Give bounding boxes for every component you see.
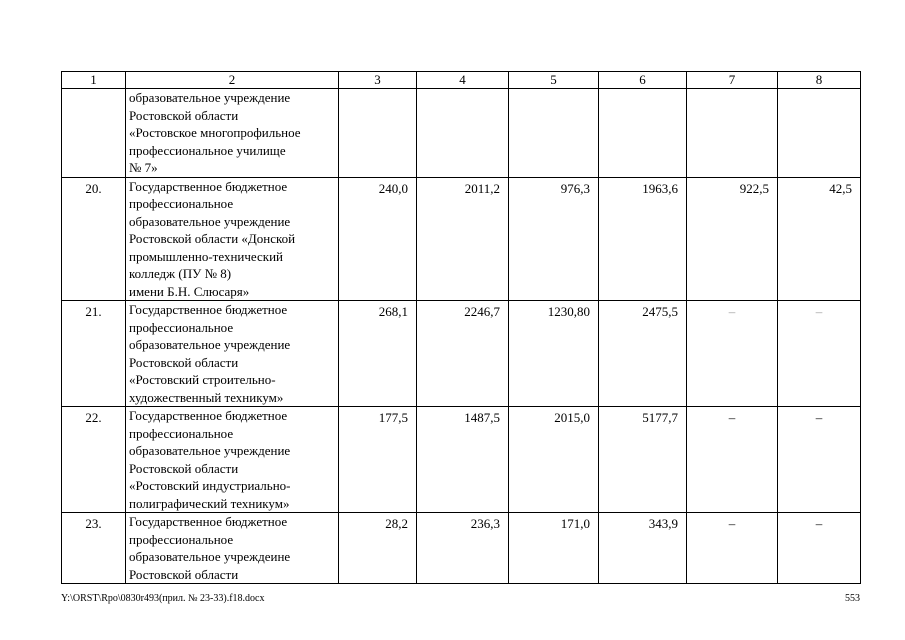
value-cell: 922,5 <box>687 177 778 301</box>
value-cell <box>599 89 687 178</box>
value-cell <box>417 89 509 178</box>
column-header: 2 <box>126 72 339 89</box>
institution-name: образовательное учреждение Ростовской области «Ростовское многопрофильное профессиональное училище № 7» <box>126 89 339 178</box>
value-cell: 2015,0 <box>509 407 599 513</box>
row-number <box>62 89 126 178</box>
value-cell: – <box>687 513 778 584</box>
row-number: 20. <box>62 177 126 301</box>
value-cell: 28,2 <box>339 513 417 584</box>
institution-name: Государственное бюджетное профессиональное образовательное учреждеине Ростовской области <box>126 513 339 584</box>
value-cell: 1230,80 <box>509 301 599 407</box>
value-cell: – <box>687 301 778 407</box>
column-header: 1 <box>62 72 126 89</box>
table-row <box>62 407 861 513</box>
value-cell: 42,5 <box>778 177 861 301</box>
value-cell: – <box>778 301 861 407</box>
institution-name: Государственное бюджетное профессиональное образовательное учреждение Ростовской области «Донской промышленно-технический колледж (ПУ № 8) имени Б.Н. Слюсаря» <box>126 177 339 301</box>
value-cell: 2011,2 <box>417 177 509 301</box>
column-header: 8 <box>778 72 861 89</box>
table-row <box>62 177 861 301</box>
value-cell: 343,9 <box>599 513 687 584</box>
column-header: 3 <box>339 72 417 89</box>
page-number: 553 <box>845 593 860 604</box>
column-header: 4 <box>417 72 509 89</box>
value-cell: 236,3 <box>417 513 509 584</box>
value-cell: 177,5 <box>339 407 417 513</box>
value-cell: 976,3 <box>509 177 599 301</box>
table-row <box>62 513 861 584</box>
data-table <box>61 71 861 584</box>
value-cell: 171,0 <box>509 513 599 584</box>
value-cell: 2246,7 <box>417 301 509 407</box>
table-row <box>62 89 861 178</box>
row-number: 23. <box>62 513 126 584</box>
row-number: 22. <box>62 407 126 513</box>
file-path-footer: Y:\ORST\Rpo\0830r493(прил. № 23-33).f18.docx <box>61 593 265 604</box>
value-cell: 1963,6 <box>599 177 687 301</box>
value-cell <box>778 89 861 178</box>
value-cell: – <box>778 407 861 513</box>
value-cell <box>509 89 599 178</box>
column-header: 7 <box>687 72 778 89</box>
value-cell: – <box>778 513 861 584</box>
value-cell <box>687 89 778 178</box>
value-cell: 240,0 <box>339 177 417 301</box>
value-cell: 268,1 <box>339 301 417 407</box>
value-cell: 1487,5 <box>417 407 509 513</box>
column-header: 6 <box>599 72 687 89</box>
value-cell: – <box>687 407 778 513</box>
column-header: 5 <box>509 72 599 89</box>
value-cell: 2475,5 <box>599 301 687 407</box>
value-cell <box>339 89 417 178</box>
institution-name: Государственное бюджетное профессиональное образовательное учреждение Ростовской области «Ростовский строительно- художественный техникум» <box>126 301 339 407</box>
institution-name: Государственное бюджетное профессиональное образовательное учреждение Ростовской области «Ростовский индустриально- полиграфический техникум» <box>126 407 339 513</box>
value-cell: 5177,7 <box>599 407 687 513</box>
row-number: 21. <box>62 301 126 407</box>
table-header-row <box>62 72 861 89</box>
table-row <box>62 301 861 407</box>
